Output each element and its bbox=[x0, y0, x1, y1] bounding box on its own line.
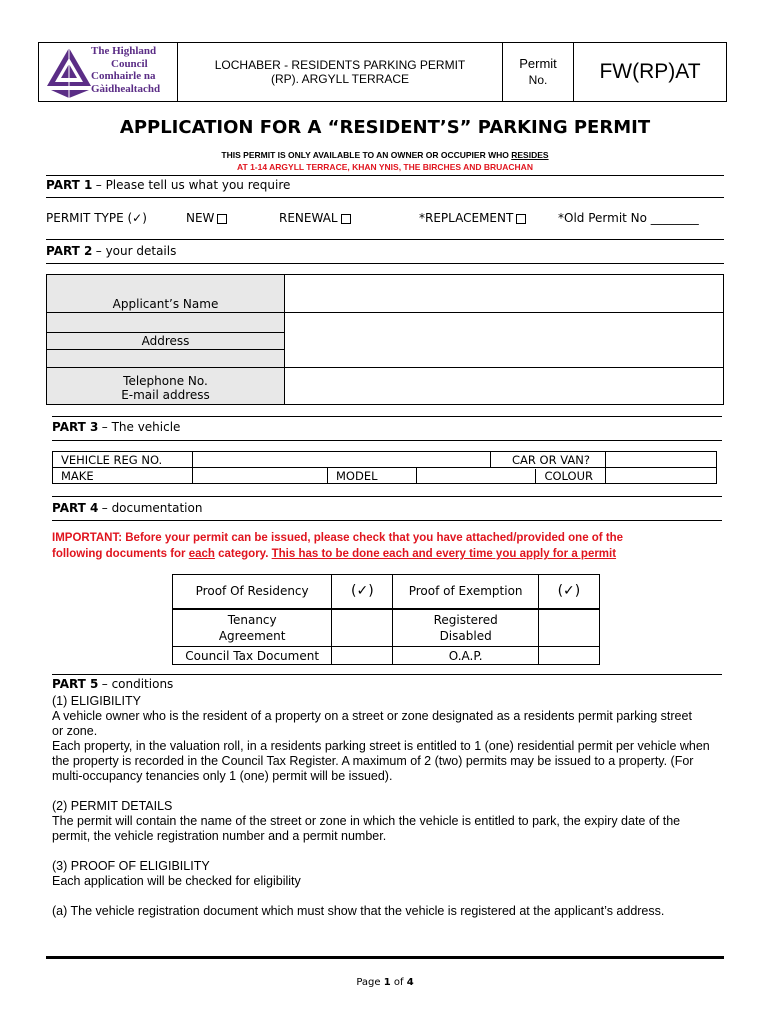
availability-resides: RESIDES bbox=[511, 150, 549, 160]
address-spacer-cell-2 bbox=[47, 350, 285, 368]
permit-code: FW(RP)AT bbox=[599, 60, 701, 83]
address-label: Address bbox=[141, 334, 190, 348]
page-title: APPLICATION FOR A “RESIDENT’S” PARKING PERMIT bbox=[119, 117, 651, 138]
old-permit-field[interactable]: *Old Permit No ________ bbox=[558, 211, 699, 225]
exemption-header-cell bbox=[393, 575, 538, 609]
telephone-label-cell bbox=[47, 368, 285, 388]
car-van-label: CAR OR VAN? bbox=[512, 452, 590, 467]
exemption-header: Proof of Exemption bbox=[408, 584, 523, 599]
part3-desc: – The vehicle bbox=[101, 420, 181, 434]
telephone-input[interactable] bbox=[285, 368, 724, 405]
vehicle-table bbox=[52, 451, 717, 484]
renewal-option[interactable] bbox=[279, 211, 351, 225]
page-of: of bbox=[390, 977, 407, 988]
address-label-cell bbox=[47, 333, 285, 350]
part4-desc: – documentation bbox=[101, 501, 203, 515]
logo-line-3: Comhairle na bbox=[91, 70, 156, 82]
logo-line-1: The Highland bbox=[91, 45, 157, 57]
model-label: MODEL bbox=[336, 468, 378, 483]
conditions-text bbox=[52, 694, 720, 919]
part2-desc: – your details bbox=[95, 244, 177, 258]
part3-bottom-rule bbox=[52, 440, 722, 441]
email-label-cell bbox=[47, 388, 285, 405]
council-tax-check[interactable] bbox=[332, 647, 393, 665]
eligibility-para-2a: Each property, in the valuation roll, in a residents parking street is entitled to 1 (one) bbox=[52, 739, 514, 753]
colour-label: COLOUR bbox=[535, 469, 593, 483]
part1-bottom-rule bbox=[46, 197, 724, 198]
important-each: each bbox=[188, 548, 215, 560]
oap-cell bbox=[393, 647, 538, 665]
model-input[interactable] bbox=[417, 468, 606, 484]
council-tax-label: Council Tax Document bbox=[185, 648, 320, 663]
part1-top-rule bbox=[46, 175, 724, 176]
applicant-name-input[interactable] bbox=[285, 275, 724, 313]
eligibility-heading: (1) ELIGIBILITY bbox=[52, 694, 141, 708]
proof-heading: (3) PROOF OF ELIGIBILITY bbox=[52, 859, 210, 873]
reg-no-label-cell bbox=[53, 452, 193, 468]
address-spacer-cell bbox=[47, 313, 285, 333]
council-logo-icon bbox=[45, 46, 93, 100]
part3-top-rule bbox=[52, 416, 722, 417]
applicant-details-table bbox=[46, 274, 724, 405]
part4-top-rule bbox=[52, 496, 722, 497]
part5-desc: – conditions bbox=[101, 677, 174, 691]
oap-label: O.A.P. bbox=[448, 648, 483, 663]
eligibility-para-2 bbox=[52, 739, 720, 784]
address-input[interactable] bbox=[285, 313, 724, 368]
proof-para: Each application will be checked for eligibility bbox=[52, 874, 301, 888]
availability-prefix: THIS PERMIT IS ONLY AVAILABLE TO AN OWNER OR OCCUPIER WHO bbox=[221, 150, 512, 160]
footer-rule bbox=[46, 956, 724, 959]
renewal-label: RENEWAL bbox=[279, 211, 338, 225]
new-label: NEW bbox=[186, 211, 215, 225]
part1-heading bbox=[46, 178, 290, 192]
permit-label-line-2: No. bbox=[528, 73, 548, 87]
car-van-input[interactable] bbox=[606, 452, 717, 468]
important-b2: category. bbox=[214, 548, 272, 560]
permit-label-line-1: Permit bbox=[519, 56, 557, 71]
permit-code-box bbox=[573, 42, 727, 102]
tenancy-check[interactable] bbox=[332, 609, 393, 647]
eligibility-para-2b: residential permit per vehicle when the property is recorded in the Council Tax Register. A maximum of 2 (two) permits may be issued to a property. (For multi-occupancy tenancies only 1 (one) permit will be issued). bbox=[52, 739, 710, 783]
check1-header: (✓) bbox=[351, 583, 374, 600]
important-notice-line-2 bbox=[52, 548, 616, 560]
availability-line-1 bbox=[0, 150, 770, 160]
check2-header-cell bbox=[538, 575, 599, 609]
replacement-label: *REPLACEMENT bbox=[419, 211, 514, 225]
check2-header: (✓) bbox=[557, 583, 581, 600]
council-tax-cell bbox=[173, 647, 332, 665]
part1-label: PART 1 bbox=[46, 178, 93, 192]
car-van-label-cell bbox=[491, 452, 606, 468]
part5-label: PART 5 bbox=[52, 677, 99, 691]
new-option[interactable] bbox=[186, 211, 227, 225]
part2-heading bbox=[46, 244, 176, 258]
permit-type-label: PERMIT TYPE (✓) bbox=[46, 211, 147, 225]
part2-label: PART 2 bbox=[46, 244, 93, 258]
proof-item-a: (a) The vehicle registration document which must show that the vehicle is registered at the applicant’s address. bbox=[52, 904, 665, 918]
part3-label: PART 3 bbox=[52, 420, 99, 434]
tenancy-label: Tenancy Agreement bbox=[218, 612, 286, 643]
tenancy-cell bbox=[173, 609, 332, 647]
replacement-checkbox[interactable] bbox=[516, 214, 526, 224]
part4-heading bbox=[52, 501, 202, 515]
permit-label-box bbox=[502, 42, 574, 102]
documentation-table bbox=[172, 574, 600, 665]
residency-header: Proof Of Residency bbox=[195, 584, 309, 599]
reg-no-label: VEHICLE REG NO. bbox=[61, 452, 163, 467]
header-title-line-1: LOCHABER - RESIDENTS PARKING PERMIT bbox=[214, 58, 466, 72]
applicant-name-label: Applicant’s Name bbox=[112, 297, 219, 311]
part5-top-rule bbox=[52, 674, 722, 675]
model-label-cell bbox=[328, 468, 417, 484]
important-b1: following documents for bbox=[52, 548, 189, 560]
disabled-check[interactable] bbox=[538, 609, 599, 647]
eligibility-para-1: A vehicle owner who is the resident of a property on a street or zone designated as a residents permit parking street or zone. bbox=[52, 709, 692, 738]
important-notice-line-1: IMPORTANT: Before your permit can be issued, please check that you have attached/provided one of the bbox=[52, 532, 624, 544]
oap-check[interactable] bbox=[538, 647, 599, 665]
disabled-cell bbox=[393, 609, 538, 647]
residency-header-cell bbox=[173, 575, 332, 609]
reg-no-input[interactable] bbox=[193, 452, 491, 468]
renewal-checkbox[interactable] bbox=[341, 214, 351, 224]
make-label-cell bbox=[53, 468, 193, 484]
part3-heading bbox=[52, 420, 180, 434]
page-total: 4 bbox=[406, 977, 414, 988]
logo-line-2: Council bbox=[111, 57, 148, 70]
header-title-line-2: (RP). ARGYLL TERRACE bbox=[270, 72, 410, 86]
details-para: The permit will contain the name of the street or zone in which the vehicle is entitled to park, the expiry date of the permit, the vehicle registration number and a permit number. bbox=[52, 814, 681, 843]
disabled-label: Registered Disabled bbox=[433, 612, 498, 643]
applicant-name-label-cell bbox=[47, 275, 285, 313]
telephone-label: Telephone No. bbox=[123, 373, 208, 388]
details-heading: (2) PERMIT DETAILS bbox=[52, 799, 173, 813]
make-label: MAKE bbox=[61, 468, 94, 483]
header-title-box bbox=[177, 42, 503, 102]
part4-bottom-rule bbox=[52, 520, 722, 521]
page-number bbox=[0, 977, 770, 988]
check1-header-cell bbox=[332, 575, 393, 609]
availability-line-2: AT 1-14 ARGYLL TERRACE, KHAN YNIS, THE BIRCHES AND BRUACHAN bbox=[237, 162, 533, 172]
page-prefix: Page bbox=[356, 977, 384, 988]
part2-top-rule bbox=[46, 239, 724, 240]
email-label: E-mail address bbox=[121, 387, 210, 402]
new-checkbox[interactable] bbox=[217, 214, 227, 224]
part4-label: PART 4 bbox=[52, 501, 99, 515]
part2-bottom-rule bbox=[46, 263, 724, 264]
page-current: 1 bbox=[383, 977, 391, 988]
important-b3: This has to be done each and every time you apply for a permit bbox=[271, 548, 617, 560]
logo-line-4: Gàidhealtachd bbox=[91, 82, 161, 95]
make-input[interactable] bbox=[193, 468, 328, 484]
colour-input[interactable] bbox=[606, 468, 717, 484]
part5-heading bbox=[52, 677, 173, 691]
part1-desc: – Please tell us what you require bbox=[95, 178, 291, 192]
replacement-option[interactable] bbox=[419, 211, 526, 225]
logo-box bbox=[38, 42, 178, 102]
